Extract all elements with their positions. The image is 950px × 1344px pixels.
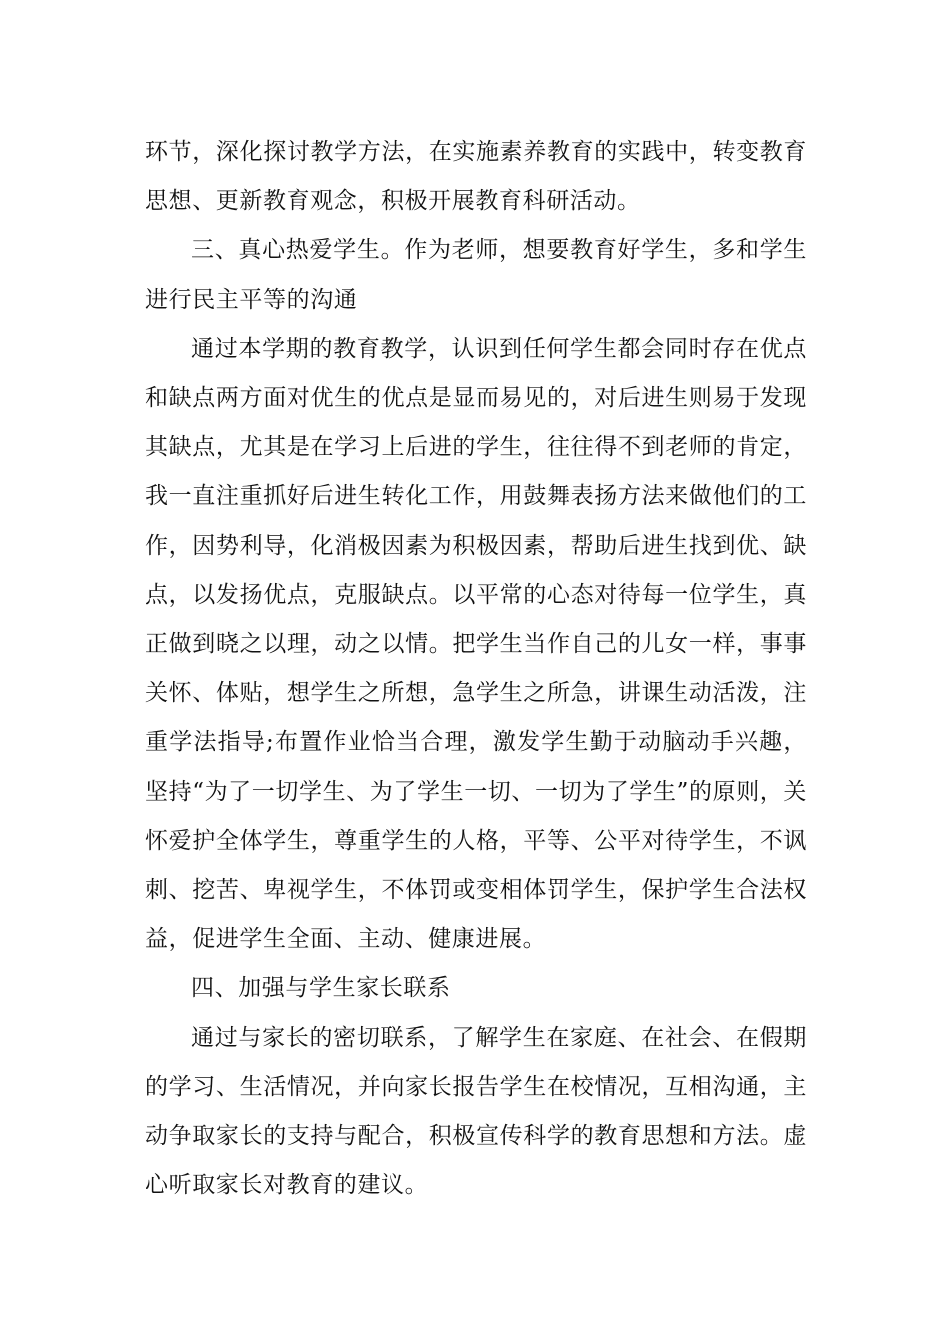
- document-body: [145, 128, 807, 1210]
- paragraph-section-4: 通过与家长的密切联系，了解学生在家庭、在社会、在假期的学习、生活情况，并向家长报告学生在校情况，互相沟通，主动争取家长的支持与配合，积极宣传科学的教育思想和方法。虚心听取家长对教育的建议。: [145, 1024, 807, 1199]
- paragraph-continuation: 环节，深化探讨教学方法，在实施素养教育的实践中，转变教育思想、更新教育观念，积极开展教育科研活动。: [145, 139, 807, 215]
- section-heading-4: 四、加强与学生家长联系: [191, 975, 451, 1002]
- section-heading-3: 三、真心热爱学生。作为老师，想要教育好学生，多和学生进行民主平等的沟通: [145, 237, 807, 313]
- paragraph-section-3: 通过本学期的教育教学，认识到任何学生都会同时存在优点和缺点两方面对优生的优点是显而易见的，对后进生则易于发现其缺点，尤其是在学习上后进的学生，往往得不到老师的肯定，我一直注重抓好后进生转化工作，用鼓舞表扬方法来做他们的工作，因势利导，化消极因素为积极因素，帮助后进生找到优、缺点，以发扬优点，克服缺点。以平常的心态对待每一位学生，真正做到晓之以理，动之以情。把学生当作自己的儿女一样，事事关怀、体贴，想学生之所想，急学生之所急，讲课生动活泼，注重学法指导;布置作业恰当合理，激发学生勤于动脑动手兴趣，坚持“为了一切学生、为了学生一切、一切为了学生”的原则，关怀爱护全体学生，尊重学生的人格，平等、公平对待学生，不讽刺、挖苦、卑视学生，不体罚或变相体罚学生，保护学生合法权益，促进学生全面、主动、健康进展。: [145, 335, 807, 953]
